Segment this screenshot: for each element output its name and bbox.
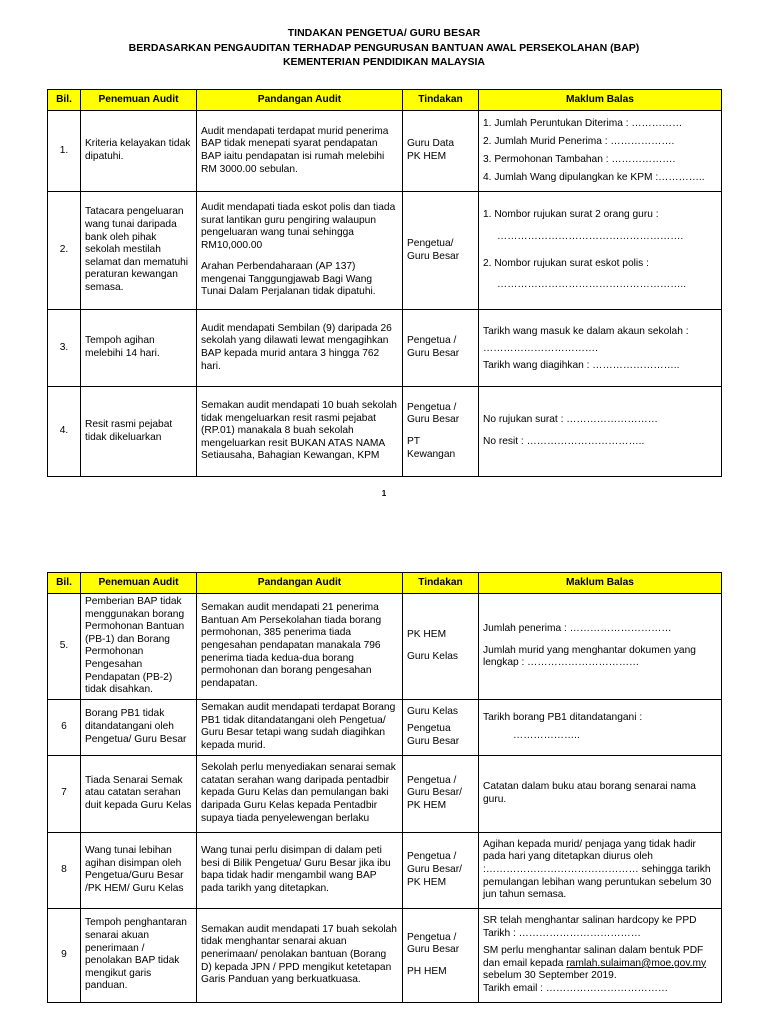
table-row [48, 387, 722, 477]
table-row [48, 310, 722, 387]
col-tindakan: Tindakan [403, 573, 479, 594]
row-maklum: Tarikh wang masuk ke dalam akaun sekolah : ……………………………. Tarikh wang diagihkan : …………………….. [479, 310, 722, 387]
table-row [48, 699, 722, 755]
row-pandangan: Semakan audit mendapati 21 penerima Bantuan Am Persekolahan tiada borang permohonan, 385 penerima tiada pengesahan pendapatan manakala 796 penerima tiada kedua-dua borang permohonan dan borang pengesahan pendapatan. [197, 594, 403, 700]
row-tindakan: Guru Kelas Pengetua Guru Besar [403, 699, 479, 755]
row-pandangan: Semakan audit mendapati terdapat Borang PB1 tidak ditandatangani oleh Pengetua/ Guru Besar tetapi wang sudah diagihkan kepada murid. [197, 699, 403, 755]
row-bil: 8 [48, 832, 81, 908]
row-bil: 1. [48, 111, 81, 192]
col-maklum: Maklum Balas [479, 90, 722, 111]
row-bil: 2. [48, 192, 81, 310]
table-row [48, 832, 722, 908]
table-row [48, 755, 722, 832]
col-maklum: Maklum Balas [479, 573, 722, 594]
row-maklum: 1. Jumlah Peruntukan Diterima : …………… 2. Jumlah Murid Penerima : ………………. 3. Permohonan Tambahan : ………………. 4. Jumlah Wang dipulangkan ke KPM :………….. [479, 111, 722, 192]
table-row [48, 111, 722, 192]
row-bil: 6 [48, 699, 81, 755]
row-pandangan: Audit mendapati Sembilan (9) daripada 26 sekolah yang dilawati lewat mengagihkan BAP kepada murid antara 3 hingga 762 hari. [197, 310, 403, 387]
col-bil: Bil. [48, 90, 81, 111]
row-bil: 3. [48, 310, 81, 387]
audit-table-page-1 [47, 89, 722, 477]
row-maklum: 1. Nombor rujukan surat 2 orang guru : ………………………………………………. 2. Nombor rujukan surat eskot polis : ……………………………………………….. [479, 192, 722, 310]
row-tindakan: Pengetua / Guru Besar PH HEM [403, 908, 479, 1002]
row-penemuan: Kriteria kelayakan tidak dipatuhi. [81, 111, 197, 192]
row-maklum: Agihan kepada murid/ penjaga yang tidak hadir pada hari yang ditetapkan diurus oleh :……………………………………… sehingga tarikh pemulangan lebihan wang peruntukan sebelum 30 jun tahun semasa. [479, 832, 722, 908]
table-header-row [48, 573, 722, 594]
row-bil: 9 [48, 908, 81, 1002]
col-tindakan: Tindakan [403, 90, 479, 111]
row-tindakan: Pengetua/ Guru Besar [403, 192, 479, 310]
row-penemuan: Borang PB1 tidak ditandatangani oleh Pengetua/ Guru Besar [81, 699, 197, 755]
col-penemuan: Penemuan Audit [81, 90, 197, 111]
row-penemuan: Tatacara pengeluaran wang tunai daripada bank oleh pihak sekolah mestilah selamat dan mematuhi peraturan kewangan semasa. [81, 192, 197, 310]
row-penemuan: Resit rasmi pejabat tidak dikeluarkan [81, 387, 197, 477]
row-tindakan: Pengetua / Guru Besar [403, 310, 479, 387]
col-bil: Bil. [48, 573, 81, 594]
table-row [48, 908, 722, 1002]
row-bil: 7 [48, 755, 81, 832]
row-tindakan: Pengetua / Guru Besar/ PK HEM [403, 755, 479, 832]
table-row [48, 192, 722, 310]
table-row [48, 594, 722, 700]
header-line-3: KEMENTERIAN PENDIDIKAN MALAYSIA [282, 56, 486, 68]
row-pandangan: Semakan audit mendapati 17 buah sekolah tidak menghantar senarai akuan penerimaan/ penolakan bantuan (Borang D) kepada JPN / PPD mengikut ketetapan Garis Panduan yang berkuatkuasa. [197, 908, 403, 1002]
row-pandangan: Audit mendapati terdapat murid penerima BAP tidak menepati syarat pendapatan BAP iaitu pendapatan isi rumah melebihi RM 3000.00 sebulan. [197, 111, 403, 192]
row-maklum: SR telah menghantar salinan hardcopy ke PPD Tarikh : ……………………………… SM perlu menghantar salinan dalam bentuk PDF dan email kepada ramlah.sulaiman@moe.gov.my sebelum 30 September 2019. Tarikh email : ……………………………… [479, 908, 722, 1002]
row-penemuan: Tempoh penghantaran senarai akuan penerimaan / penolakan BAP tidak mengikut garis panduan. [81, 908, 197, 1002]
row-bil: 4. [48, 387, 81, 477]
col-pandangan: Pandangan Audit [197, 90, 403, 111]
col-penemuan: Penemuan Audit [81, 573, 197, 594]
header-line-1: TINDAKAN PENGETUA/ GURU BESAR [287, 27, 481, 39]
row-maklum: No rujukan surat : ……………………… No resit : …………………………….. [479, 387, 722, 477]
row-pandangan: Audit mendapati tiada eskot polis dan tiada surat lantikan guru pengiring walaupun pengeluaran wang tunai sehingga RM10,000.00 Arahan Perbendaharaan (AP 137) mengenai Tanggungjawab Bagi Wang Tunai Dalam Perjalanan tidak dipatuhi. [197, 192, 403, 310]
row-penemuan: Tiada Senarai Semak atau catatan serahan duit kepada Guru Kelas [81, 755, 197, 832]
page-number: 1 [381, 489, 387, 498]
row-maklum: Jumlah penerima : ………………………… Jumlah murid yang menghantar dokumen yang lengkap : …………………………… [479, 594, 722, 700]
document-header [0, 26, 768, 70]
table-header-row [48, 90, 722, 111]
email-link[interactable]: ramlah.sulaiman@moe.gov.my [566, 957, 707, 969]
row-bil: 5. [48, 594, 81, 700]
row-tindakan: PK HEM Guru Kelas [403, 594, 479, 700]
row-tindakan: Pengetua / Guru Besar/ PK HEM [403, 832, 479, 908]
row-penemuan: Tempoh agihan melebihi 14 hari. [81, 310, 197, 387]
row-pandangan: Wang tunai perlu disimpan di dalam peti besi di Bilik Pengetua/ Guru Besar jika ibu bapa tidak hadir mengambil wang BAP pada tarikh yang ditetapkan. [197, 832, 403, 908]
audit-table-page-2 [47, 572, 722, 1003]
row-penemuan: Pemberian BAP tidak menggunakan borang Permohonan Bantuan (PB-1) dan Borang Permohonan Pengesahan Pendapatan (PB-2) tidak disahkan. [81, 594, 197, 700]
row-tindakan: Guru Data PK HEM [403, 111, 479, 192]
header-line-2: BERDASARKAN PENGAUDITAN TERHADAP PENGURUSAN BANTUAN AWAL PERSEKOLAHAN (BAP) [128, 41, 640, 54]
row-penemuan: Wang tunai lebihan agihan disimpan oleh Pengetua/Guru Besar /PK HEM/ Guru Kelas [81, 832, 197, 908]
row-maklum: Tarikh borang PB1 ditandatangani : ……………….. [479, 699, 722, 755]
row-pandangan: Sekolah perlu menyediakan senarai semak catatan serahan wang daripada pentadbir kepada Guru Kelas dan pemulangan baki daripada Guru Kelas kepada Pentadbir supaya tiada penyelewengan berlaku [197, 755, 403, 832]
row-tindakan: Pengetua / Guru Besar PT Kewangan [403, 387, 479, 477]
row-pandangan: Semakan audit mendapati 10 buah sekolah tidak mengeluarkan resit rasmi pejabat (RP.01) manakala 8 buah sekolah mengeluarkan resit BUKAN ATAS NAMA Setiausaha, Bahagian Kewangan, KPM [197, 387, 403, 477]
col-pandangan: Pandangan Audit [197, 573, 403, 594]
row-maklum: Catatan dalam buku atau borang senarai nama guru. [479, 755, 722, 832]
